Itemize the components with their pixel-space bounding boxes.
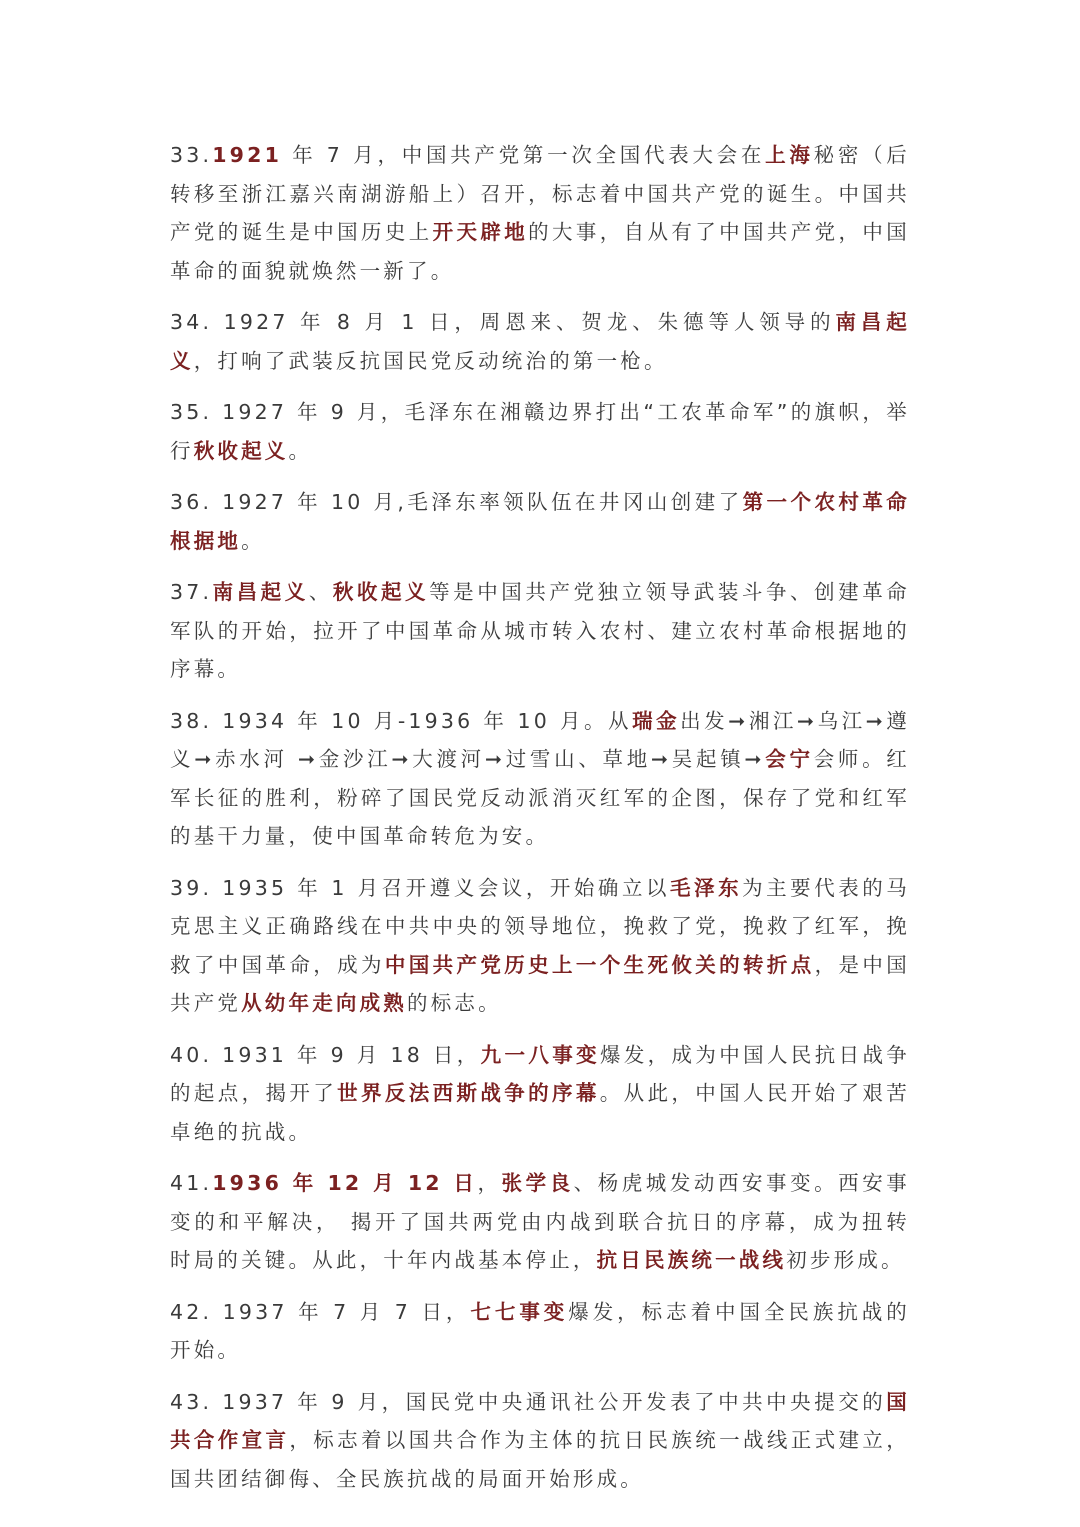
body-text: 年 7 月，中国共产党第一次全国代表大会在 bbox=[282, 143, 766, 167]
body-text: ，是中国共产党 bbox=[170, 952, 910, 1015]
body-text: 33. bbox=[170, 143, 213, 167]
list-item bbox=[170, 393, 910, 470]
body-text: 的大事，自从有了中国共产党，中国革命的面貌就焕然一新了。 bbox=[170, 220, 910, 283]
highlighted-term: 瑞金 bbox=[632, 708, 681, 733]
document-body bbox=[170, 136, 910, 1511]
highlighted-term: 开天辟地 bbox=[432, 220, 529, 244]
highlighted-term: 秋收起义 bbox=[332, 580, 430, 604]
list-item bbox=[170, 1293, 910, 1370]
highlighted-term: 秋收起义 bbox=[193, 438, 289, 463]
body-text: 37. bbox=[170, 580, 213, 604]
highlighted-term: 国共合作宣言 bbox=[170, 1389, 910, 1452]
highlighted-term: 中国共产党历史上一个生死攸关的转折点 bbox=[384, 952, 815, 977]
body-text: 、 bbox=[308, 580, 333, 604]
body-text: 爆发，标志着中国全民族抗战的开始。 bbox=[170, 1299, 910, 1362]
list-item bbox=[170, 136, 910, 290]
body-text: 40. 1931 年 9 月 18 日， bbox=[170, 1042, 481, 1067]
body-text: 的标志。 bbox=[407, 991, 502, 1015]
body-text: 38. 1934 年 10 月-1936 年 10 月。从 bbox=[170, 708, 633, 733]
body-text: 42. 1937 年 7 月 7 日， bbox=[170, 1299, 471, 1324]
list-item bbox=[170, 1164, 910, 1280]
highlighted-term: 张学良 bbox=[501, 1171, 574, 1195]
body-text: 会师。红军长征的胜利，粉碎了国民党反动派消灭红军的企图，保存了党和红军的基干力量，使中国革命转危为安。 bbox=[170, 747, 910, 848]
highlighted-term: 毛泽东 bbox=[670, 875, 743, 900]
body-text: 为主要代表的马克思主义正确路线在中共中央的领导地位，挽救了党，挽救了红军，挽救了中国革命，成为 bbox=[170, 875, 910, 977]
body-text: 41. bbox=[170, 1171, 213, 1195]
highlighted-term: 南昌起义 bbox=[170, 310, 910, 373]
body-text: ， bbox=[477, 1171, 502, 1195]
list-item bbox=[170, 1383, 910, 1499]
highlighted-term: 第一个农村革命根据地 bbox=[170, 490, 910, 553]
body-text: 、杨虎城发动西安事变。西安事变的和平解决， 揭开了国共两党由内战到联合抗日的序幕，成为扭转时局的关键。从此，十年内战基本停止， bbox=[170, 1171, 910, 1272]
list-item bbox=[170, 702, 910, 856]
highlighted-term: 上海 bbox=[765, 143, 814, 167]
list-item bbox=[170, 869, 910, 1023]
list-item bbox=[170, 483, 910, 560]
highlighted-term: 南昌起义 bbox=[212, 580, 309, 604]
body-text: 35. 1927 年 9 月，毛泽东在湘赣边界打出“工农革命军”的旗帜，举行 bbox=[170, 400, 910, 463]
highlighted-term: 九一八事变 bbox=[480, 1042, 600, 1067]
body-text: 。从此，中国人民开始了艰苦卓绝的抗战。 bbox=[170, 1081, 910, 1144]
body-text: 43. 1937 年 9 月，国民党中央通讯社公开发表了中共中央提交的 bbox=[170, 1389, 887, 1414]
body-text: 34. 1927 年 8 月 1 日，周恩来、贺龙、朱德等人领导的 bbox=[170, 310, 836, 334]
body-text: ，打响了武装反抗国民党反动统治的第一枪。 bbox=[193, 348, 668, 373]
highlighted-term: 世界反法西斯战争的序幕 bbox=[337, 1081, 600, 1105]
body-text: 爆发，成为中国人民抗日战争的起点，揭开了 bbox=[170, 1042, 911, 1105]
highlighted-term: 抗日民族统一战线 bbox=[596, 1248, 787, 1272]
body-text: ，标志着以国共合作为主体的抗日民族统一战线正式建立，国共团结御侮、全民族抗战的局面开始形成。 bbox=[170, 1428, 911, 1491]
body-text: 出发➞湘江➞乌江➞遵义➞赤水河 ➞金沙江➞大渡河➞过雪山、草地➞吴起镇➞ bbox=[170, 708, 910, 771]
highlighted-term: 1936 年 12 月 12 日 bbox=[212, 1171, 478, 1195]
list-item bbox=[170, 303, 910, 380]
body-text: 。 bbox=[288, 438, 313, 463]
highlighted-term: 1921 bbox=[212, 143, 283, 167]
body-text: 39. 1935 年 1 月召开遵义会议，开始确立以 bbox=[170, 875, 671, 900]
body-text: 。 bbox=[241, 528, 265, 553]
body-text: 36. 1927 年 10 月,毛泽东率领队伍在井冈山创建了 bbox=[170, 490, 743, 514]
body-text: 秘密（后转移至浙江嘉兴南湖游船上）召开，标志着中国共产党的诞生。中国共产党的诞生是中国历史上 bbox=[170, 143, 910, 244]
body-text: 初步形成。 bbox=[786, 1248, 905, 1272]
highlighted-term: 七七事变 bbox=[470, 1299, 569, 1324]
highlighted-term: 会宁 bbox=[764, 747, 814, 771]
list-item bbox=[170, 573, 910, 689]
list-item bbox=[170, 1036, 910, 1152]
body-text: 等是中国共产党独立领导武装斗争、创建革命军队的开始，拉开了中国革命从城市转入农村、建立农村革命根据地的序幕。 bbox=[170, 580, 910, 681]
highlighted-term: 从幼年走向成熟 bbox=[241, 991, 408, 1015]
